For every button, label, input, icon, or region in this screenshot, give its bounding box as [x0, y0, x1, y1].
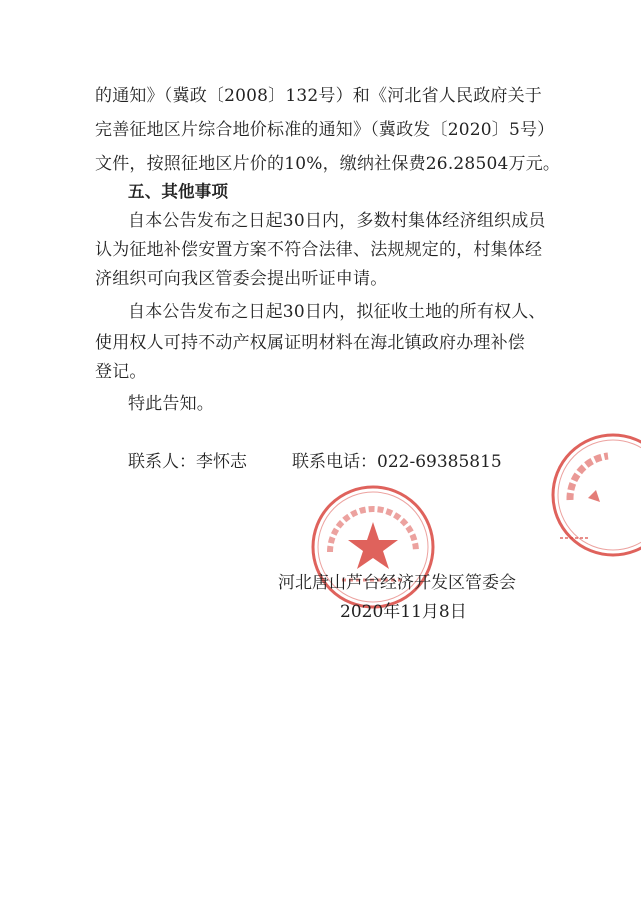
body-line-1: 的通知》（冀政〔2008〕132号）和《河北省人民政府关于 — [95, 86, 543, 106]
closing-text: 特此告知。 — [128, 394, 214, 414]
paragraph-1-line-3: 济组织可向我区管委会提出听证申请。 — [95, 269, 388, 289]
body-line-3: 文件，按照征地区片价的10%，缴纳社保费26.28504万元。 — [95, 154, 561, 174]
partial-seal-icon — [548, 430, 641, 560]
contact-person: 联系人：李怀志 — [128, 452, 247, 472]
paragraph-1-line-2: 认为征地补偿安置方案不符合法律、法规规定的，村集体经 — [95, 240, 543, 260]
paragraph-1-line-1: 自本公告发布之日起30日内，多数村集体经济组织成员 — [128, 211, 546, 231]
signature-date: 2020年11月8日 — [340, 602, 467, 622]
paragraph-2-line-2: 使用权人可持不动产权属证明材料在海北镇政府办理补偿 — [95, 333, 525, 353]
paragraph-2-line-3: 登记。 — [95, 362, 147, 382]
contact-phone: 联系电话：022-69385815 — [292, 452, 502, 472]
paragraph-2-line-1: 自本公告发布之日起30日内，拟征收土地的所有权人、 — [128, 302, 546, 322]
signature-organization: 河北唐山芦台经济开发区管委会 — [278, 573, 516, 593]
body-line-2: 完善征地区片综合地价标准的通知》（冀政发〔2020〕5号） — [95, 120, 555, 140]
section-heading: 五、其他事项 — [128, 182, 229, 201]
